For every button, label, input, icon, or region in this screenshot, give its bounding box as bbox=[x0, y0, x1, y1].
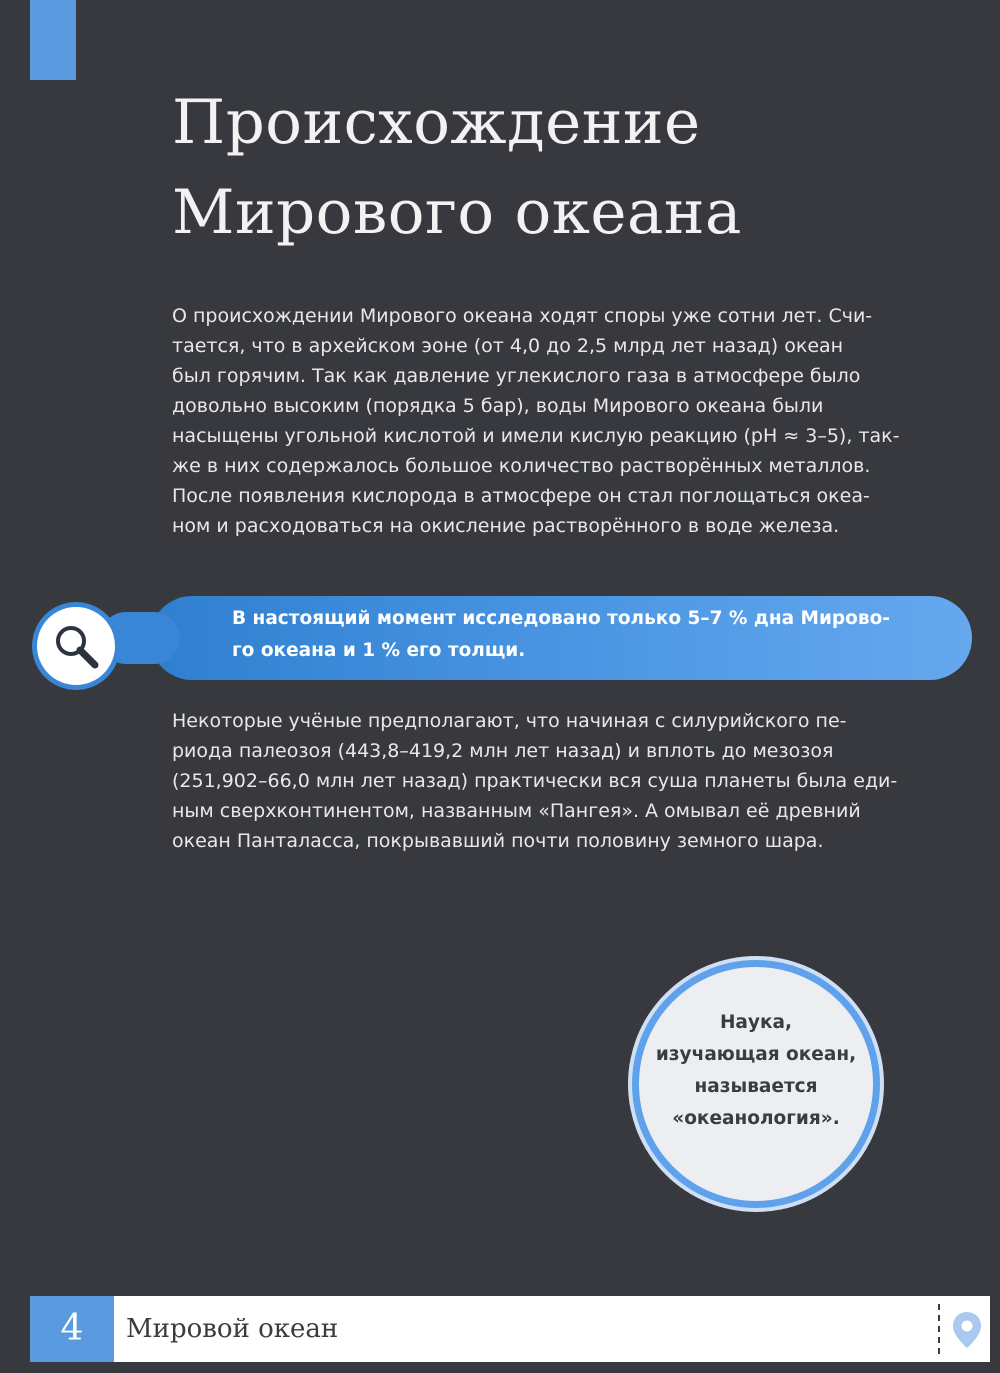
section-title: Мировой океан bbox=[126, 1314, 339, 1344]
corner-accent-tab bbox=[30, 0, 76, 80]
callout-line: го океана и 1 % его толщи. bbox=[232, 640, 526, 661]
paragraph-line: (251,902–66,0 млн лет назад) практически вся суша планеты была еди- bbox=[172, 770, 898, 792]
paragraph-line: довольно высоким (порядка 5 бар), воды Мирового океана были bbox=[172, 395, 824, 417]
footer-divider bbox=[938, 1304, 940, 1354]
paragraph-line: был горячим. Так как давление углекислого газа в атмосфере было bbox=[172, 365, 861, 387]
paragraph-line: После появления кислорода в атмосфере он стал поглощаться океа- bbox=[172, 485, 870, 507]
intro-paragraph bbox=[172, 301, 982, 541]
fact-text bbox=[639, 1007, 873, 1135]
fact-line: «океанология». bbox=[672, 1108, 840, 1129]
paragraph-line: ным сверхконтинентом, названным «Пангея». А омывал её древний bbox=[172, 800, 861, 822]
location-pin-icon bbox=[950, 1310, 984, 1350]
pangea-paragraph bbox=[172, 706, 982, 856]
paragraph-line: океан Панталасса, покрывавший почти половину земного шара. bbox=[172, 830, 824, 852]
callout-icon-badge bbox=[32, 602, 120, 690]
paragraph-line: тается, что в архейском эоне (от 4,0 до 2,5 млрд лет назад) океан bbox=[172, 335, 844, 357]
title-line-2: Мирового океана bbox=[172, 177, 742, 248]
magnifier-icon bbox=[51, 621, 101, 671]
callout-text bbox=[232, 603, 962, 667]
paragraph-line: насыщены угольной кислотой и имели кислую реакцию (pH ≈ 3–5), так- bbox=[172, 425, 900, 447]
fact-line: изучающая океан, bbox=[655, 1044, 857, 1065]
page-number: 4 bbox=[30, 1296, 114, 1362]
callout-line: В настоящий момент исследовано только 5–7 % дна Мирово- bbox=[232, 608, 890, 629]
paragraph-line: же в них содержалось большое количество растворённых металлов. bbox=[172, 455, 871, 477]
fact-bubble bbox=[632, 960, 880, 1208]
title-line-1: Происхождение bbox=[172, 87, 701, 158]
page-title bbox=[172, 78, 972, 258]
fact-line: Наука, bbox=[719, 1012, 793, 1033]
fact-line: называется bbox=[694, 1076, 818, 1097]
paragraph-line: Некоторые учёные предполагают, что начиная с силурийского пе- bbox=[172, 710, 847, 732]
paragraph-line: О происхождении Мирового океана ходят споры уже сотни лет. Счи- bbox=[172, 305, 873, 327]
paragraph-line: ном и расходоваться на окисление растворённого в воде железа. bbox=[172, 515, 840, 537]
paragraph-line: риода палеозоя (443,8–419,2 млн лет назад) и вплоть до мезозоя bbox=[172, 740, 834, 762]
page-footer bbox=[30, 1296, 990, 1362]
